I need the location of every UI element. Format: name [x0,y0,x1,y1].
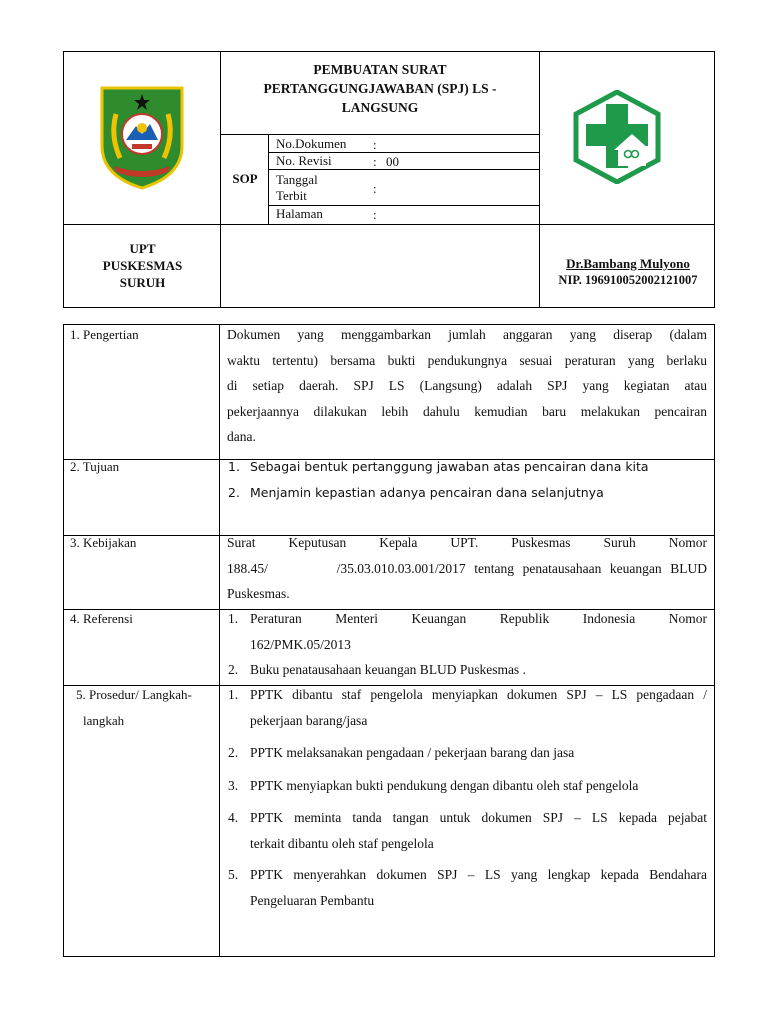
sop-body-table [63,324,715,957]
unit-line: PUSKESMAS [102,258,183,273]
list-text: Menjamin kepastian adanya pencairan dana selanjutnya [250,485,604,500]
divider [268,134,269,224]
text-line: pekerjaan barang/jasa [250,713,368,728]
section-label-kebijakan: 3. Kebijakan [70,535,137,550]
text-line: 188.45/ /35.03.010.03.001/2017 tentang penatausahaan keuangan BLUD [227,560,707,576]
field-label-halaman: Halaman [276,206,323,221]
field-sep: : [373,181,377,196]
sop-label: SOP [232,171,258,186]
text-line: dana. [227,429,256,444]
title-line: PERTANGGUNGJAWABAN (SPJ) LS - [263,81,497,96]
title-line: LANGSUNG [341,100,419,115]
signatory-name: Dr.Bambang Mulyono [566,256,690,271]
text-line: Puskesmas. [227,586,290,601]
list-number: 2. [228,745,239,760]
text-line: terkait dibantu oleh staf pengelola [250,836,434,851]
text-line: Pengeluaran Pembantu [250,893,375,908]
text-line: PPTK dibantu staf pengelola menyiapkan dokumen SPJ – LS pengadaan / [250,687,707,702]
divider [64,224,714,225]
section-label-prosedur: 5. Prosedur/ Langkah- [76,687,192,702]
sop-header-table [63,51,715,308]
list-number: 1. [228,611,239,626]
text-line: 162/PMK.05/2013 [250,637,351,652]
section-text-pengertian [227,322,707,450]
section-label-prosedur-2: langkah [83,713,125,728]
unit-line: UPT [129,241,156,256]
list-number: 2. [228,662,239,677]
regency-emblem-icon [96,84,188,195]
text-line: PPTK meminta tanda tangan untuk dokumen SPJ – LS kepada pejabat [250,810,707,825]
document-title [221,60,539,117]
puskesmas-logo-icon [572,90,662,189]
list-text [250,682,707,734]
divider [268,169,540,170]
section-label-tujuan: 2. Tujuan [70,459,120,474]
field-label-terbit: Terbit [276,188,307,203]
list-number: 5. [228,867,239,882]
list-text: Buku penatausahaan keuangan BLUD Puskesmas . [250,662,526,677]
text-line: PPTK menyerahkan dokumen SPJ – LS yang lengkap kepada Bendahara [250,867,707,882]
signatory-nip: NIP. 196910052002121007 [558,273,698,287]
list-text: PPTK melaksanakan pengadaan / pekerjaan barang dan jasa [250,745,575,760]
list-text [250,805,707,857]
field-sep: : [373,154,377,169]
list-text: Sebagai bentuk pertanggung jawaban atas pencairan dana kita [250,459,649,474]
list-number: 2. [228,485,240,500]
field-sep: : [373,137,377,152]
field-label-no-dokumen: No.Dokumen [276,136,347,151]
text-line: Peraturan Menteri Keuangan Republik Indonesia Nomor [250,611,707,626]
section-label-pengertian: 1. Pengertian [70,327,139,342]
list-number: 1. [228,687,239,702]
list-text: PPTK menyiapkan bukti pendukung dengan dibantu oleh staf pengelola [250,778,639,793]
section-label-referensi: 4. Referensi [70,611,133,626]
divider [539,134,540,224]
field-value-no-revisi: 00 [386,154,399,169]
unit-line: SURUH [119,275,166,290]
divider [220,134,540,135]
list-number: 3. [228,778,239,793]
list-number: 1. [228,459,240,474]
text-line: waktu tertentu) bersama bukti pendukungnya sesuai peraturan yang berlaku [227,352,707,368]
title-line: PEMBUATAN SURAT [313,62,447,77]
text-line: pekerjaannya dilakukan lebih dahulu kemudian baru melakukan pencairan [227,403,707,419]
list-text [250,862,707,914]
field-sep: : [373,207,377,222]
divider [219,325,220,956]
text-line: Surat Keputusan Kepala UPT. Puskesmas Suruh Nomor [227,535,707,550]
text-line: Dokumen yang menggambarkan jumlah anggaran yang diserap (dalam [227,327,707,342]
field-label-no-revisi: No. Revisi [276,153,332,168]
list-number: 4. [228,810,239,825]
field-label-tanggal: Tanggal [276,172,318,187]
text-line: di setiap daerah. SPJ LS (Langsung) adalah SPJ yang kegiatan atau [227,378,707,393]
section-text-kebijakan [227,530,707,607]
list-text [250,606,707,658]
unit-name [64,240,221,291]
